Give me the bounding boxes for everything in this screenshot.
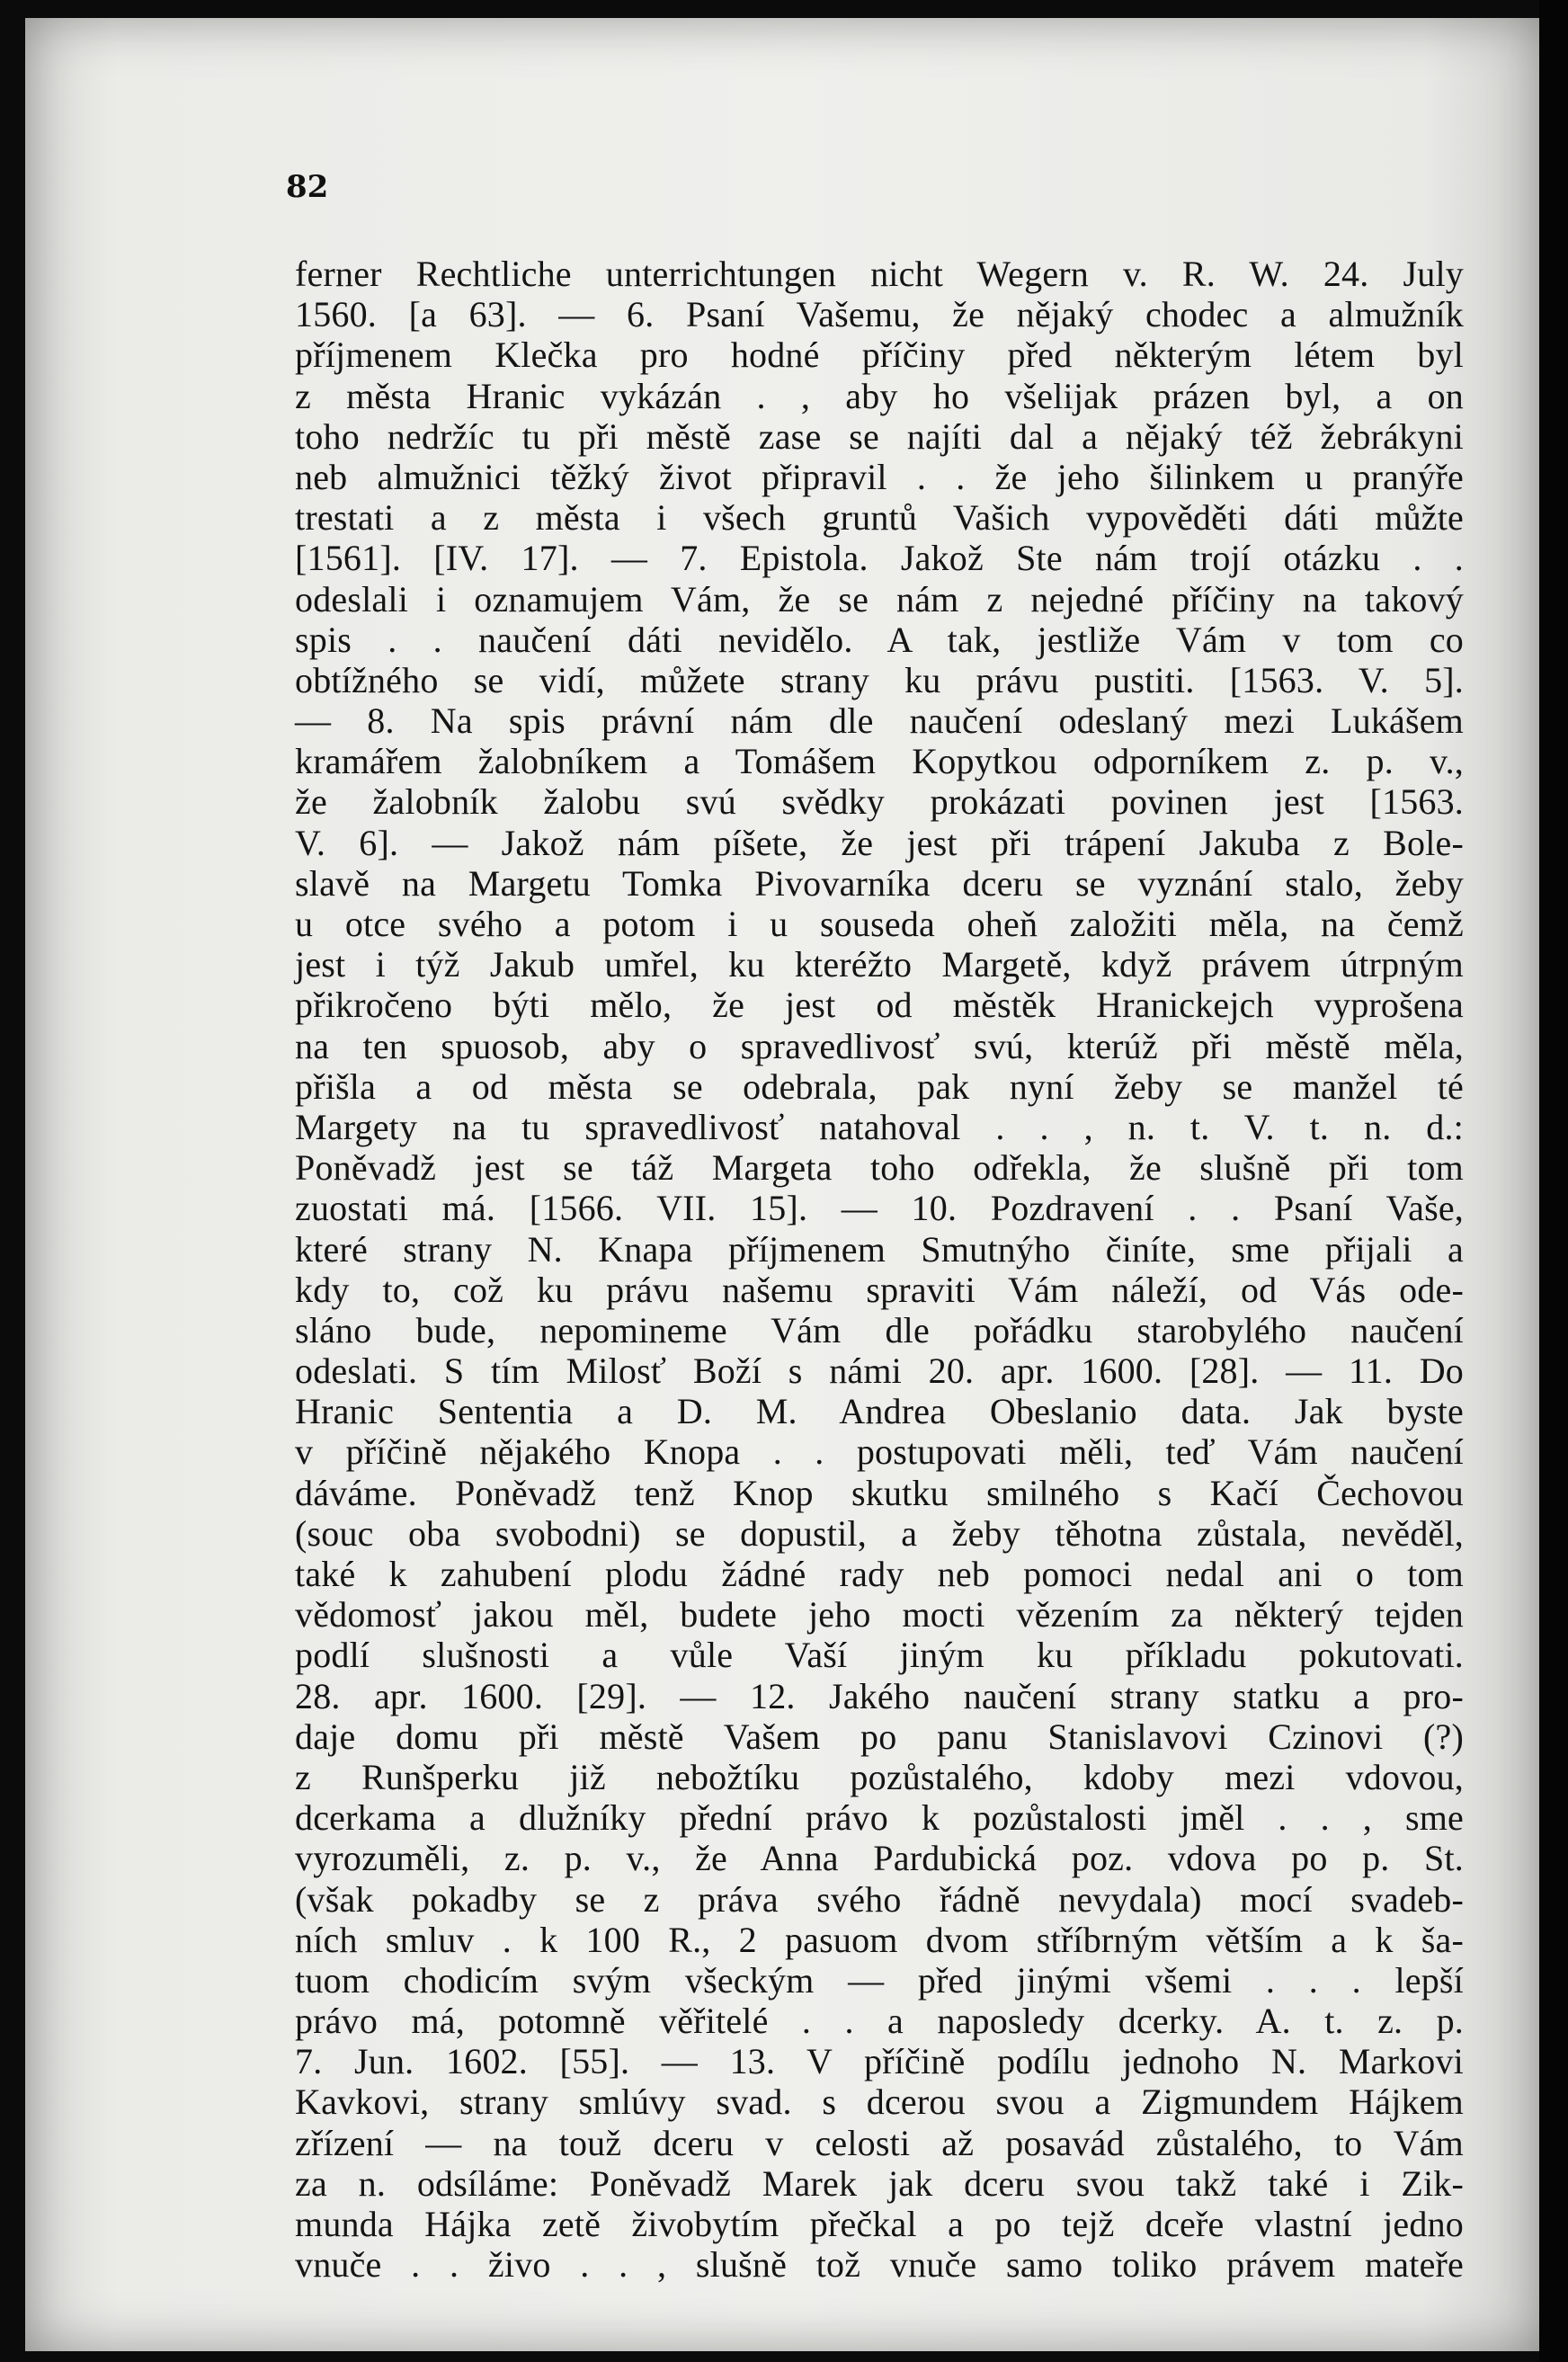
text-line: kdy to, což ku právu našemu spraviti Vám náleží, od Vás ode- bbox=[295, 1269, 1464, 1310]
text-line: které strany N. Knapa příjmenem Smutnýho činíte, sme přijali a bbox=[295, 1228, 1464, 1270]
text-line: jest i týž Jakub umřel, ku kteréžto Margetě, když právem útrpným bbox=[295, 944, 1464, 985]
text-line: odeslali i oznamujem Vám, že se nám z nejedné příčiny na takový bbox=[295, 578, 1464, 619]
text-line: V. 6]. — Jakož nám píšete, že jest při trápení Jakuba z Bole- bbox=[295, 822, 1464, 863]
text-line: 28. apr. 1600. [29]. — 12. Jakého naučení strany statku a pro- bbox=[295, 1675, 1464, 1716]
text-line: trestati a z města i všech gruntů Vašich vypověděti dáti můžte bbox=[295, 497, 1464, 539]
page-number: 82 bbox=[286, 169, 329, 205]
text-line: na ten spuosob, aby o spravedlivosť svú, kterúž při městě měla, bbox=[295, 1025, 1464, 1066]
text-line: že žalobník žalobu svú svědky prokázati povinen jest [1563. bbox=[295, 781, 1464, 823]
text-line: Kavkovi, strany smlúvy svad. s dcerou svou a Zigmundem Hájkem bbox=[295, 2081, 1464, 2123]
text-line: munda Hájka zetě živobytím přečkal a po tejž dceře vlastní jedno bbox=[295, 2204, 1464, 2244]
text-line: slavě na Margetu Tomka Pivovarníka dceru se vyznání stalo, žeby bbox=[295, 862, 1464, 904]
text-line: Hranic Sententia a D. M. Andrea Obeslanio data. Jak byste bbox=[295, 1391, 1464, 1432]
text-line: toho nedržíc tu při městě zase se najíti dal a nějaký též žebrákyni bbox=[295, 415, 1464, 457]
text-line: dcerkama a dlužníky přední právo k pozůstalosti jměl . . , sme bbox=[295, 1797, 1464, 1839]
text-line: za n. odsíláme: Poněvadž Marek jak dceru svou takž také i Zik- bbox=[295, 2162, 1464, 2204]
page-text bbox=[295, 254, 1464, 2285]
text-line: dáváme. Poněvadž tenž Knop skutku smilného s Kačí Čechovou bbox=[295, 1472, 1464, 1513]
text-line: právo má, potomně věřitelé . . a naposledy dcerky. A. t. z. p. bbox=[295, 2001, 1464, 2042]
text-line: z města Hranic vykázán . , aby ho všelijak prázen byl, a on bbox=[295, 375, 1464, 416]
text-line: (souc oba svobodni) se dopustil, a žeby těhotna zůstala, nevěděl, bbox=[295, 1512, 1464, 1554]
text-line: podlí slušnosti a vůle Vaší jiným ku příkladu pokutovati. bbox=[295, 1635, 1464, 1676]
text-line: neb almužnici těžký život připravil . . že jeho šilinkem u pranýře bbox=[295, 456, 1464, 497]
text-line: Poněvadž jest se táž Margeta toho odřekla, že slušně při tom bbox=[295, 1147, 1464, 1189]
text-line: spis . . naučení dáti nevidělo. A tak, jestliže Vám v tom co bbox=[295, 619, 1464, 660]
text-line: přikročeno býti mělo, že jest od městěk Hranickejch vyprošena bbox=[295, 985, 1464, 1026]
text-line: ferner Rechtliche unterrichtungen nicht Wegern v. R. W. 24. July bbox=[295, 254, 1464, 294]
text-line: daje domu při městě Vašem po panu Stanislavovi Czinovi (?) bbox=[295, 1716, 1464, 1757]
text-line: 1560. [a 63]. — 6. Psaní Vašemu, že nějaký chodec a almužník bbox=[295, 294, 1464, 335]
text-line: vědomosť jakou měl, budete jeho mocti vězením za některý tejden bbox=[295, 1594, 1464, 1636]
text-line: — 8. Na spis právní nám dle naučení odeslaný mezi Lukášem bbox=[295, 700, 1464, 742]
text-line: kramářem žalobníkem a Tomášem Kopytkou odporníkem z. p. v., bbox=[295, 741, 1464, 782]
text-line: v příčině nějakého Knopa . . postupovati měli, teď Vám naučení bbox=[295, 1431, 1464, 1473]
text-line: (však pokadby se z práva svého řádně nevydala) mocí svadeb- bbox=[295, 1878, 1464, 1920]
text-line: vnuče . . živo . . , slušně tož vnuče samo toliko právem mateře bbox=[295, 2244, 1464, 2286]
text-line: u otce svého a potom i u souseda oheň založiti měla, na čemž bbox=[295, 904, 1464, 944]
text-line: z Runšperku již nebožtíku pozůstalého, kdoby mezi vdovou, bbox=[295, 1756, 1464, 1797]
text-line: ních smluv . k 100 R., 2 pasuom dvom stříbrným větším a k ša- bbox=[295, 1919, 1464, 1960]
text-line: 7. Jun. 1602. [55]. — 13. V příčině podílu jednoho N. Markovi bbox=[295, 2041, 1464, 2082]
text-line: [1561]. [IV. 17]. — 7. Epistola. Jakož Ste nám trojí otázku . . bbox=[295, 538, 1464, 579]
book-page bbox=[25, 18, 1545, 2351]
text-line: vyrozuměli, z. p. v., že Anna Pardubická poz. vdova po p. St. bbox=[295, 1838, 1464, 1879]
text-line: příjmenem Klečka pro hodné příčiny před některým létem byl bbox=[295, 334, 1464, 376]
text-line: přišla a od města se odebrala, pak nyní žeby se manžel té bbox=[295, 1065, 1464, 1107]
text-line: odeslati. S tím Milosť Boží s námi 20. apr. 1600. [28]. — 11. Do bbox=[295, 1350, 1464, 1392]
text-line: sláno bude, nepomineme Vám dle pořádku starobylého naučení bbox=[295, 1309, 1464, 1350]
text-line: také k zahubení plodu žádné rady neb pomoci nedal ani o tom bbox=[295, 1554, 1464, 1594]
text-line: zřízení — na touž dceru v celosti až posavád zůstalého, to Vám bbox=[295, 2122, 1464, 2163]
text-line: tuom chodicím svým všeckým — před jinými všemi . . . lepší bbox=[295, 1959, 1464, 2001]
scan-border bbox=[1539, 0, 1568, 2362]
text-line: obtížného se vidí, můžete strany ku právu pustiti. [1563. V. 5]. bbox=[295, 659, 1464, 700]
text-line: Margety na tu spravedlivosť natahoval . . , n. t. V. t. n. d.: bbox=[295, 1106, 1464, 1147]
text-line: zuostati má. [1566. VII. 15]. — 10. Pozdravení . . Psaní Vaše, bbox=[295, 1188, 1464, 1229]
